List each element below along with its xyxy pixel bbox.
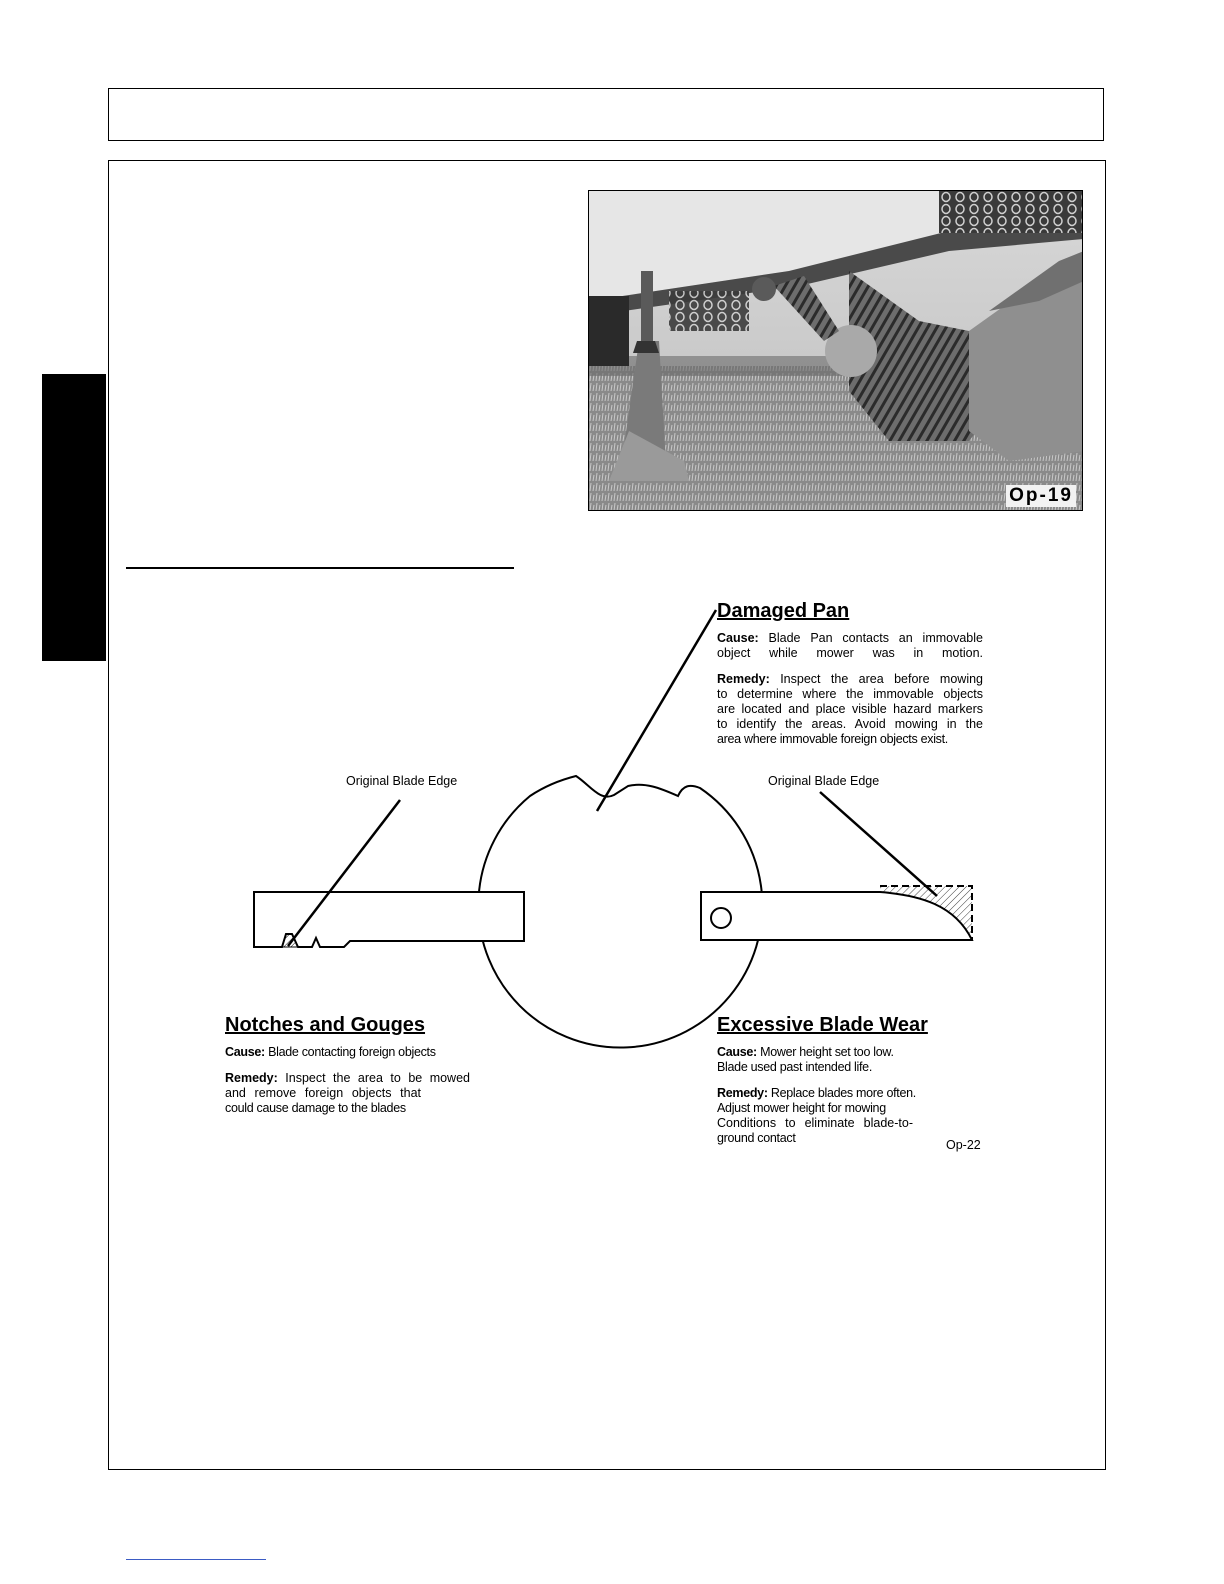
blade-wear-remedy-4: ground contact [717,1131,796,1145]
figure-label: Op-22 [946,1138,981,1152]
blade-wear-remedy-1: Replace blades more often. [770,1086,916,1100]
photo-label: Op-19 [1006,485,1076,507]
blade-wear-cause-2: Blade used past intended life. [717,1060,873,1074]
damaged-pan-title: Damaged Pan [717,600,850,622]
blade-bolt-hole [711,908,731,928]
damaged-pan-remedy-3: are located and place visible hazard markers [717,702,983,716]
notches-cause-text: Blade contacting foreign objects [268,1045,436,1059]
notches-remedy-2: and remove foreign objects that [225,1086,421,1100]
blade-wear-cause-label: Cause: [717,1045,757,1059]
damaged-pan-remedy-4: to identify the areas. Avoid mowing in the [717,717,983,731]
blade-wear-remedy-label: Remedy: [717,1086,768,1100]
original-blade-edge-left-label: Original Blade Edge [346,774,458,788]
blade-wear-title: Excessive Blade Wear [717,1014,928,1036]
damaged-pan-cause-1: Blade Pan contacts an immovable [768,631,983,645]
footer-link-rule [126,1559,266,1560]
blade-wear-remedy-2: Adjust mower height for mowing [717,1101,886,1115]
blade-wear-cause-1: Mower height set too low. [760,1045,894,1059]
damaged-pan-cause-label: Cause: [717,631,759,645]
notches-cause-label: Cause: [225,1045,265,1059]
blade-wear-block [717,1014,947,1157]
damaged-pan-block [717,600,983,758]
notches-block [225,1014,470,1127]
damaged-pan-remedy-label: Remedy: [717,672,770,686]
leader-damaged-pan [597,610,716,811]
damaged-pan-remedy-1: Inspect the area before mowing [780,672,983,686]
damaged-pan-cause-2: object while mower was in motion. [717,646,983,660]
damaged-pan-remedy-5: area where immovable foreign objects exist. [717,732,948,746]
original-blade-edge-right-label: Original Blade Edge [768,774,880,788]
damaged-pan-remedy-2: to determine where the immovable objects [717,687,983,701]
notches-title: Notches and Gouges [225,1014,426,1036]
notches-remedy-1: Inspect the area to be mowed [285,1071,470,1085]
notches-remedy-3: could cause damage to the blades [225,1101,406,1115]
notches-remedy-label: Remedy: [225,1071,278,1085]
leader-right-edge [820,792,937,896]
blade-wear-remedy-3: Conditions to eliminate blade-to- [717,1116,913,1130]
